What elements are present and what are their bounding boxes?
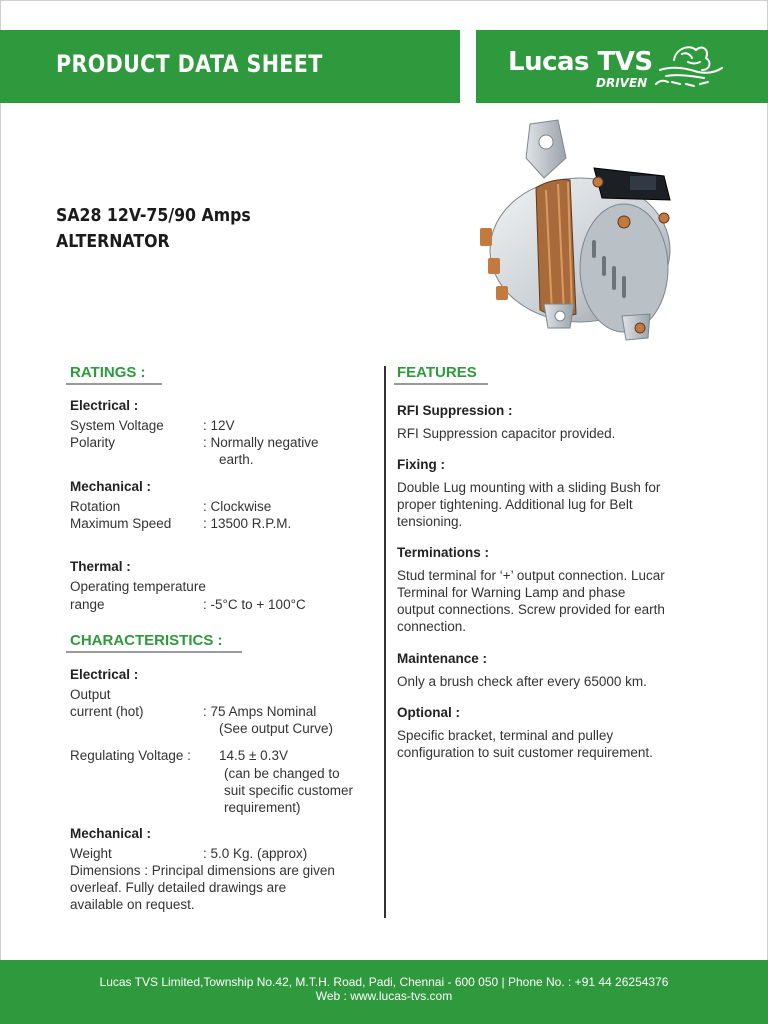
ratings-mechanical-heading: Mechanical :: [70, 479, 152, 494]
brand-name: Lucas TVS: [508, 47, 653, 77]
op-temp-label-1: Operating temperature: [70, 579, 206, 594]
features-underline: [394, 383, 488, 385]
fixing-line-1: Double Lug mounting with a sliding Bush for: [397, 480, 661, 495]
output-value-1: : 75 Amps Nominal: [203, 704, 317, 719]
rfi-line-1: RFI Suppression capacitor provided.: [397, 426, 616, 441]
maintenance-heading: Maintenance :: [397, 651, 488, 666]
terminations-line-4: connection.: [397, 619, 467, 634]
max-speed-label: Maximum Speed: [70, 516, 172, 531]
terminations-line-1: Stud terminal for ‘+’ output connection. Lucar: [397, 568, 665, 583]
ratings-thermal-heading: Thermal :: [70, 559, 131, 574]
column-divider: [384, 366, 386, 918]
optional-line-2: configuration to suit customer requirement.: [397, 745, 653, 760]
terminations-heading: Terminations :: [397, 545, 490, 560]
brand-tagline: DRIVEN: [596, 76, 648, 90]
reg-voltage-value-1: 14.5 ± 0.3V: [219, 748, 288, 763]
rotation-value: : Clockwise: [203, 499, 272, 514]
dimensions-line-2: overleaf. Fully detailed drawings are: [70, 880, 287, 895]
lion-logo-icon: [652, 40, 726, 92]
reg-voltage-value-4: requirement): [224, 800, 301, 815]
weight-value: : 5.0 Kg. (approx): [203, 846, 308, 861]
fixing-heading: Fixing :: [397, 457, 445, 472]
ratings-underline: [66, 383, 162, 385]
features-heading: FEATURES: [397, 364, 477, 381]
rfi-heading: RFI Suppression :: [397, 403, 513, 418]
characteristics-underline: [66, 651, 242, 653]
op-temp-value: : -5°C to + 100°C: [203, 597, 306, 612]
reg-voltage-label: Regulating Voltage :: [70, 748, 191, 763]
max-speed-value: : 13500 R.P.M.: [203, 516, 292, 531]
output-value-2: (See output Curve): [219, 721, 334, 736]
reg-voltage-value-2: (can be changed to: [224, 766, 340, 781]
output-label-1: Output: [70, 687, 111, 702]
weight-label: Weight: [70, 846, 112, 861]
terminations-line-3: output connections. Screw provided for earth: [397, 602, 665, 617]
product-title-line2: ALTERNATOR: [56, 232, 170, 252]
polarity-label: Polarity: [70, 435, 116, 450]
dimensions-line-3: available on request.: [70, 897, 195, 912]
footer-address: Lucas TVS Limited,Township No.42, M.T.H. Road, Padi, Chennai - 600 050 | Phone No. : +91 44 26254376: [99, 975, 669, 989]
polarity-value-2: earth.: [219, 452, 254, 467]
terminations-line-2: Terminal for Warning Lamp and phase: [397, 585, 626, 600]
output-label-2: current (hot): [70, 704, 144, 719]
polarity-value-1: : Normally negative: [203, 435, 319, 450]
system-voltage-label: System Voltage: [70, 418, 164, 433]
product-title: [56, 203, 251, 255]
fixing-line-2: proper tightening. Additional lug for Belt: [397, 497, 633, 512]
system-voltage-value: : 12V: [203, 418, 235, 433]
ratings-heading: RATINGS :: [70, 364, 146, 381]
optional-heading: Optional :: [397, 705, 460, 720]
reg-voltage-value-3: suit specific customer: [224, 783, 354, 798]
fixing-line-3: tensioning.: [397, 514, 463, 529]
op-temp-label-2: range: [70, 597, 105, 612]
maintenance-line-1: Only a brush check after every 65000 km.: [397, 674, 647, 689]
ratings-electrical-heading: Electrical :: [70, 398, 139, 413]
alternator-photo-icon: [474, 118, 684, 350]
rotation-label: Rotation: [70, 499, 121, 514]
dimensions-line-1: Dimensions : Principal dimensions are given: [70, 863, 335, 878]
footer-website: Web : www.lucas-tvs.com: [315, 989, 453, 1003]
page-title: PRODUCT DATA SHEET: [56, 50, 323, 78]
optional-line-1: Specific bracket, terminal and pulley: [397, 728, 614, 743]
characteristics-heading: CHARACTERISTICS :: [70, 632, 223, 649]
char-electrical-heading: Electrical :: [70, 667, 139, 682]
char-mechanical-heading: Mechanical :: [70, 826, 152, 841]
product-title-line1: SA28 12V-75/90 Amps: [56, 206, 251, 226]
